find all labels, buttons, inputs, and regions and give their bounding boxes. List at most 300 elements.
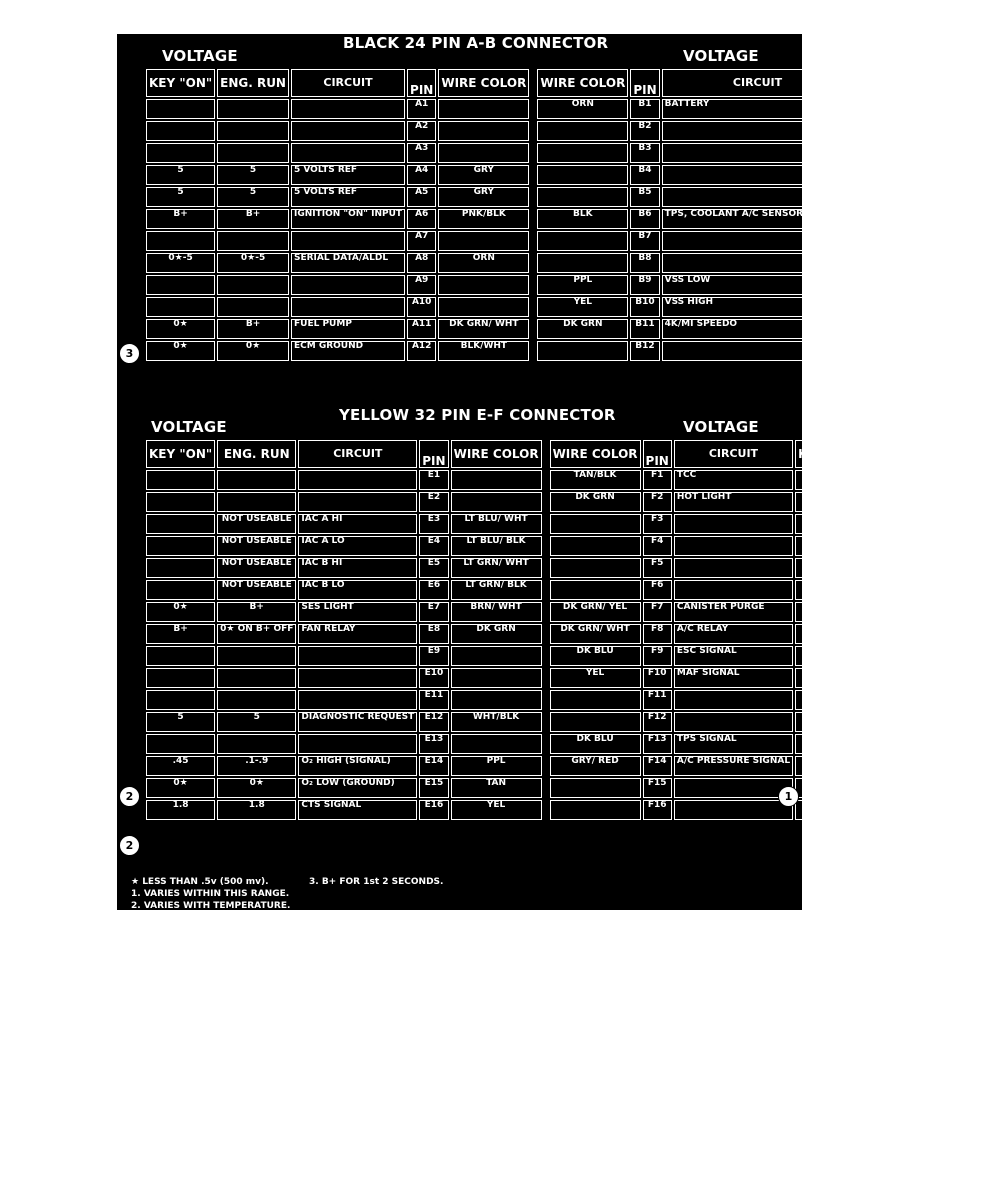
circuit-cell — [662, 143, 854, 163]
eng-run-cell: .1-.9 — [217, 756, 296, 776]
pin-row — [146, 187, 998, 207]
wire-color-cell — [550, 580, 641, 600]
pin-row — [146, 341, 998, 361]
header-circuit: CIRCUIT — [291, 69, 405, 97]
column-gap — [544, 778, 548, 798]
eng-run-cell: B+ — [217, 209, 289, 229]
header-pin: PIN — [419, 440, 448, 468]
header-wire-color: WIRE COLOR — [550, 440, 641, 468]
pin-row — [146, 536, 945, 556]
pin-cell: A1 — [407, 99, 436, 119]
eng-run-cell — [866, 558, 945, 578]
wire-color-cell — [537, 121, 628, 141]
wire-color-cell: YEL — [537, 297, 628, 317]
pin-cell: B10 — [630, 297, 659, 317]
wire-color-cell: GRY — [438, 187, 529, 207]
ef-connector-title: YELLOW 32 PIN E-F CONNECTOR — [339, 406, 616, 424]
key-on-cell: 0★ — [146, 602, 215, 622]
circuit-cell: CANISTER PURGE — [674, 602, 793, 622]
column-gap — [531, 253, 535, 273]
key-on-cell — [855, 231, 924, 251]
eng-run-cell — [927, 165, 999, 185]
eng-run-cell — [217, 470, 296, 490]
pin-cell: F11 — [643, 690, 672, 710]
key-on-cell: 5 — [146, 712, 215, 732]
ef-voltage-left-label: VOLTAGE — [151, 418, 227, 436]
circuit-cell: ESC SIGNAL — [674, 646, 793, 666]
pin-cell: E10 — [419, 668, 448, 688]
column-gap — [531, 209, 535, 229]
column-gap — [544, 440, 548, 468]
eng-run-cell — [927, 231, 999, 251]
pin-cell: E14 — [419, 756, 448, 776]
column-gap — [544, 624, 548, 644]
key-on-cell — [146, 470, 215, 490]
wire-color-cell — [451, 646, 542, 666]
wire-color-cell: DK BLU — [550, 734, 641, 754]
wire-color-cell — [537, 187, 628, 207]
pin-cell: E13 — [419, 734, 448, 754]
column-gap — [544, 492, 548, 512]
ef-voltage-right-label: VOLTAGE — [683, 418, 759, 436]
pin-cell: A11 — [407, 319, 436, 339]
circuit-cell: FUEL PUMP — [291, 319, 405, 339]
wire-color-cell — [438, 143, 529, 163]
column-gap — [531, 69, 535, 97]
circuit-cell — [662, 187, 854, 207]
note-2: 2. VARIES WITH TEMPERATURE. — [131, 901, 291, 911]
pin-cell: B11 — [630, 319, 659, 339]
pin-cell: E15 — [419, 778, 448, 798]
eng-run-cell: .33-.46 — [866, 734, 945, 754]
pin-cell: F2 — [643, 492, 672, 512]
wire-color-cell — [550, 514, 641, 534]
circuit-cell — [291, 121, 405, 141]
callout-note-1-f14: 1 — [778, 786, 799, 807]
pin-cell: F8 — [643, 624, 672, 644]
circuit-cell: A/C PRESSURE SIGNAL — [674, 756, 793, 776]
pin-cell: B2 — [630, 121, 659, 141]
key-on-cell — [146, 297, 215, 317]
pin-row — [146, 231, 998, 251]
key-on-cell: 5 — [146, 187, 215, 207]
key-on-cell: B+ — [146, 624, 215, 644]
circuit-cell: IAC A LO — [298, 536, 417, 556]
pin-cell: E9 — [419, 646, 448, 666]
circuit-cell: FAN RELAY — [298, 624, 417, 644]
key-on-cell — [146, 514, 215, 534]
eng-run-cell — [217, 121, 289, 141]
pin-row — [146, 253, 998, 273]
wire-color-cell — [550, 536, 641, 556]
key-on-cell: B+ — [146, 209, 215, 229]
column-gap — [544, 712, 548, 732]
key-on-cell: 0★ — [146, 341, 215, 361]
eng-run-cell: 0★ — [217, 778, 296, 798]
eng-run-cell — [866, 800, 945, 820]
ab-header-row — [146, 69, 998, 97]
wire-color-cell: BRN/ WHT — [451, 602, 542, 622]
circuit-cell: IGNITION "ON" INPUT — [291, 209, 405, 229]
circuit-cell: TCC — [674, 470, 793, 490]
circuit-cell: BATTERY — [662, 99, 854, 119]
pin-cell: F14 — [643, 756, 672, 776]
wire-color-cell — [438, 121, 529, 141]
wire-color-cell: BLK/WHT — [438, 341, 529, 361]
key-on-cell: .45 — [146, 756, 215, 776]
wire-color-cell — [451, 734, 542, 754]
eng-run-cell: 9 — [927, 319, 999, 339]
pin-cell: F12 — [643, 712, 672, 732]
pin-cell: A7 — [407, 231, 436, 251]
key-on-cell — [146, 690, 215, 710]
circuit-cell: HOT LIGHT — [674, 492, 793, 512]
callout-note-2-e16: 2 — [119, 835, 140, 856]
key-on-cell: 0★ — [146, 319, 215, 339]
pin-cell: B3 — [630, 143, 659, 163]
wire-color-cell: DK GRN — [550, 492, 641, 512]
key-on-cell — [146, 275, 215, 295]
column-gap — [544, 514, 548, 534]
circuit-cell — [662, 121, 854, 141]
circuit-cell — [674, 580, 793, 600]
eng-run-cell — [866, 536, 945, 556]
pin-cell: B8 — [630, 253, 659, 273]
key-on-cell — [855, 341, 924, 361]
header-key-on: KEY "ON" — [146, 440, 215, 468]
wire-color-cell: ORN — [537, 99, 628, 119]
column-gap — [531, 297, 535, 317]
key-on-cell — [146, 734, 215, 754]
header-pin: PIN — [407, 69, 436, 97]
pin-row — [146, 99, 998, 119]
circuit-cell: VSS HIGH — [662, 297, 854, 317]
key-on-cell: 8 — [855, 319, 924, 339]
column-gap — [544, 646, 548, 666]
wire-color-cell — [537, 341, 628, 361]
pin-row — [146, 319, 998, 339]
circuit-cell: TPS SIGNAL — [674, 734, 793, 754]
eng-run-cell: 0★ — [927, 209, 999, 229]
eng-run-cell: 0★-5 — [217, 253, 289, 273]
wire-color-cell — [550, 712, 641, 732]
eng-run-cell: B+ — [866, 492, 945, 512]
pin-row — [146, 514, 945, 534]
ef-header-row — [146, 440, 945, 468]
pin-cell: F7 — [643, 602, 672, 622]
key-on-cell — [855, 253, 924, 273]
eng-run-cell: .2 - 4.5 — [866, 756, 945, 776]
pin-row — [146, 121, 998, 141]
pin-cell: A6 — [407, 209, 436, 229]
key-on-cell: B+ — [795, 624, 864, 644]
ab-connector-title: BLACK 24 PIN A-B CONNECTOR — [343, 34, 609, 52]
circuit-cell — [674, 712, 793, 732]
eng-run-cell — [217, 668, 296, 688]
eng-run-cell: 0★ ON B+ OFF — [866, 624, 945, 644]
circuit-cell — [298, 470, 417, 490]
column-gap — [544, 536, 548, 556]
circuit-cell: 5 VOLTS REF — [291, 165, 405, 185]
callout-note-3-a11: 3 — [119, 343, 140, 364]
eng-run-cell: B+ — [217, 602, 296, 622]
note-1: 1. VARIES WITHIN THIS RANGE. — [131, 889, 290, 899]
eng-run-cell — [217, 297, 289, 317]
key-on-cell — [146, 231, 215, 251]
header-pin: PIN — [643, 440, 672, 468]
circuit-cell — [674, 690, 793, 710]
key-on-cell — [795, 514, 864, 534]
header-eng-run: ENG. RUN — [217, 69, 289, 97]
wire-color-cell — [537, 165, 628, 185]
column-gap — [544, 580, 548, 600]
eng-run-cell — [217, 231, 289, 251]
eng-run-cell: NOT USEABLE — [217, 536, 296, 556]
circuit-cell — [298, 690, 417, 710]
circuit-cell: IAC B HI — [298, 558, 417, 578]
wire-color-cell — [550, 778, 641, 798]
pin-row — [146, 646, 945, 666]
column-gap — [544, 734, 548, 754]
key-on-cell: 2.4 — [795, 646, 864, 666]
connector-chart-panel — [117, 34, 996, 911]
eng-run-cell: B+ — [217, 319, 289, 339]
column-gap — [531, 341, 535, 361]
wire-color-cell: DK GRN — [451, 624, 542, 644]
column-gap — [531, 143, 535, 163]
pin-cell: E12 — [419, 712, 448, 732]
key-on-cell: 1.8 — [146, 800, 215, 820]
circuit-cell — [674, 536, 793, 556]
circuit-cell — [662, 341, 854, 361]
circuit-cell — [291, 231, 405, 251]
wire-color-cell: YEL — [550, 668, 641, 688]
wire-color-cell: LT BLU/ BLK — [451, 536, 542, 556]
column-gap — [544, 690, 548, 710]
key-on-cell — [146, 143, 215, 163]
key-on-cell — [795, 690, 864, 710]
eng-run-cell — [927, 143, 999, 163]
eng-run-cell: 0★ - B+ — [927, 297, 999, 317]
key-on-cell — [795, 778, 864, 798]
eng-run-cell: 2.4 — [866, 646, 945, 666]
eng-run-cell: 1.8 — [217, 800, 296, 820]
key-on-cell — [855, 121, 924, 141]
eng-run-cell — [866, 690, 945, 710]
circuit-cell — [662, 165, 854, 185]
pin-cell: B9 — [630, 275, 659, 295]
header-circuit: CIRCUIT — [298, 440, 417, 468]
pin-cell: E8 — [419, 624, 448, 644]
pin-row — [146, 602, 945, 622]
eng-run-cell: 0★ — [866, 470, 945, 490]
eng-run-cell — [927, 253, 999, 273]
wire-color-cell: TAN — [451, 778, 542, 798]
eng-run-cell: 5 — [217, 187, 289, 207]
key-on-cell: 5 — [146, 165, 215, 185]
wire-color-cell — [451, 668, 542, 688]
pin-cell: A10 — [407, 297, 436, 317]
pin-row — [146, 209, 998, 229]
key-on-cell — [146, 580, 215, 600]
header-eng-run: ENG. RUN — [217, 440, 296, 468]
pin-cell: E1 — [419, 470, 448, 490]
eng-run-cell: NOT USEABLE — [217, 514, 296, 534]
pin-cell: E11 — [419, 690, 448, 710]
pin-cell: E6 — [419, 580, 448, 600]
wire-color-cell — [438, 275, 529, 295]
wire-color-cell: LT BLU/ WHT — [451, 514, 542, 534]
key-on-cell: 0★ — [855, 209, 924, 229]
column-gap — [544, 800, 548, 820]
pin-cell: A12 — [407, 341, 436, 361]
pin-cell: E3 — [419, 514, 448, 534]
pin-cell: A8 — [407, 253, 436, 273]
pin-cell: A3 — [407, 143, 436, 163]
column-gap — [531, 121, 535, 141]
eng-run-cell — [866, 514, 945, 534]
key-on-cell — [146, 668, 215, 688]
pin-cell: E16 — [419, 800, 448, 820]
pin-cell: B12 — [630, 341, 659, 361]
eng-run-cell: 0★ — [927, 275, 999, 295]
eng-run-cell — [866, 580, 945, 600]
pin-row — [146, 580, 945, 600]
eng-run-cell — [866, 712, 945, 732]
wire-color-cell: GRY — [438, 165, 529, 185]
pin-cell: E2 — [419, 492, 448, 512]
circuit-cell — [291, 99, 405, 119]
wire-color-cell: TAN/BLK — [550, 470, 641, 490]
column-gap — [531, 99, 535, 119]
pin-row — [146, 275, 998, 295]
column-gap — [544, 470, 548, 490]
key-on-cell — [795, 712, 864, 732]
eng-run-cell: B+ — [927, 99, 999, 119]
pin-row — [146, 558, 945, 578]
circuit-cell: O₂ LOW (GROUND) — [298, 778, 417, 798]
key-on-cell — [795, 558, 864, 578]
circuit-cell — [662, 231, 854, 251]
wire-color-cell: YEL — [451, 800, 542, 820]
key-on-cell — [146, 558, 215, 578]
pin-cell: F4 — [643, 536, 672, 556]
circuit-cell: O₂ HIGH (SIGNAL) — [298, 756, 417, 776]
pin-row — [146, 297, 998, 317]
eng-run-cell: 5 — [217, 712, 296, 732]
wire-color-cell: PPL — [451, 756, 542, 776]
wire-color-cell — [537, 143, 628, 163]
wire-color-cell — [537, 231, 628, 251]
eng-run-cell — [217, 492, 296, 512]
circuit-cell — [298, 492, 417, 512]
circuit-cell — [291, 143, 405, 163]
callout-note-2-e14: 2 — [119, 786, 140, 807]
pin-cell: F1 — [643, 470, 672, 490]
circuit-cell: 4K/MI SPEEDO — [662, 319, 854, 339]
eng-run-cell — [927, 341, 999, 361]
wire-color-cell: DK BLU — [550, 646, 641, 666]
header-circuit: CIRCUIT — [674, 440, 793, 468]
wire-color-cell — [550, 690, 641, 710]
header-wire-color: WIRE COLOR — [451, 440, 542, 468]
wire-color-cell: PPL — [537, 275, 628, 295]
eng-run-cell — [217, 646, 296, 666]
eng-run-cell — [217, 690, 296, 710]
key-on-cell: .33-.46 — [795, 734, 864, 754]
wire-color-cell: DK GRN/ YEL — [550, 602, 641, 622]
key-on-cell — [855, 165, 924, 185]
key-on-cell — [146, 646, 215, 666]
header-eng-run: ENG. RUN — [927, 69, 999, 97]
circuit-cell — [298, 734, 417, 754]
pin-cell: B7 — [630, 231, 659, 251]
circuit-cell — [674, 778, 793, 798]
key-on-cell: 1 — [795, 756, 864, 776]
wire-color-cell: GRY/ RED — [550, 756, 641, 776]
pin-row — [146, 800, 945, 820]
wire-color-cell — [550, 558, 641, 578]
wire-color-cell: ORN — [438, 253, 529, 273]
wire-color-cell: DK GRN/ WHT — [438, 319, 529, 339]
key-on-cell: B+ — [855, 99, 924, 119]
pin-row — [146, 778, 945, 798]
pin-cell: E7 — [419, 602, 448, 622]
key-on-cell: 0★ — [795, 470, 864, 490]
wire-color-cell — [451, 690, 542, 710]
eng-run-cell — [217, 275, 289, 295]
wire-color-cell: LT GRN/ BLK — [451, 580, 542, 600]
eng-run-cell — [927, 187, 999, 207]
wire-color-cell — [451, 492, 542, 512]
pin-cell: A2 — [407, 121, 436, 141]
wire-color-cell — [438, 231, 529, 251]
wire-color-cell — [537, 253, 628, 273]
note-3: 3. B+ FOR 1st 2 SECONDS. — [309, 877, 444, 887]
wire-color-cell: LT GRN/ WHT — [451, 558, 542, 578]
column-gap — [544, 756, 548, 776]
key-on-cell: 0★ — [795, 492, 864, 512]
wire-color-cell: DK GRN — [537, 319, 628, 339]
wire-color-cell: WHT/BLK — [451, 712, 542, 732]
key-on-cell — [795, 800, 864, 820]
header-pin: PIN — [630, 69, 659, 97]
circuit-cell: VSS LOW — [662, 275, 854, 295]
pin-cell: B6 — [630, 209, 659, 229]
pin-cell: B1 — [630, 99, 659, 119]
key-on-cell: 0★-5 — [146, 253, 215, 273]
wire-color-cell — [451, 470, 542, 490]
column-gap — [544, 558, 548, 578]
header-wire-color: WIRE COLOR — [537, 69, 628, 97]
ab-connector-table — [144, 67, 1000, 363]
header-eng-run: ENG. RUN — [866, 440, 945, 468]
pin-row — [146, 756, 945, 776]
circuit-cell — [291, 297, 405, 317]
circuit-cell: SERIAL DATA/ALDL — [291, 253, 405, 273]
key-on-cell — [795, 580, 864, 600]
eng-run-cell: 0★-B+ — [866, 602, 945, 622]
wire-color-cell — [438, 99, 529, 119]
wire-color-cell: DK GRN/ WHT — [550, 624, 641, 644]
circuit-cell: TPS, COOLANT A/C SENSOR GROUND — [662, 209, 854, 229]
key-on-cell — [795, 536, 864, 556]
circuit-cell — [298, 668, 417, 688]
pin-cell: F13 — [643, 734, 672, 754]
pin-cell: A5 — [407, 187, 436, 207]
key-on-cell: B+ — [795, 602, 864, 622]
pin-cell: B5 — [630, 187, 659, 207]
